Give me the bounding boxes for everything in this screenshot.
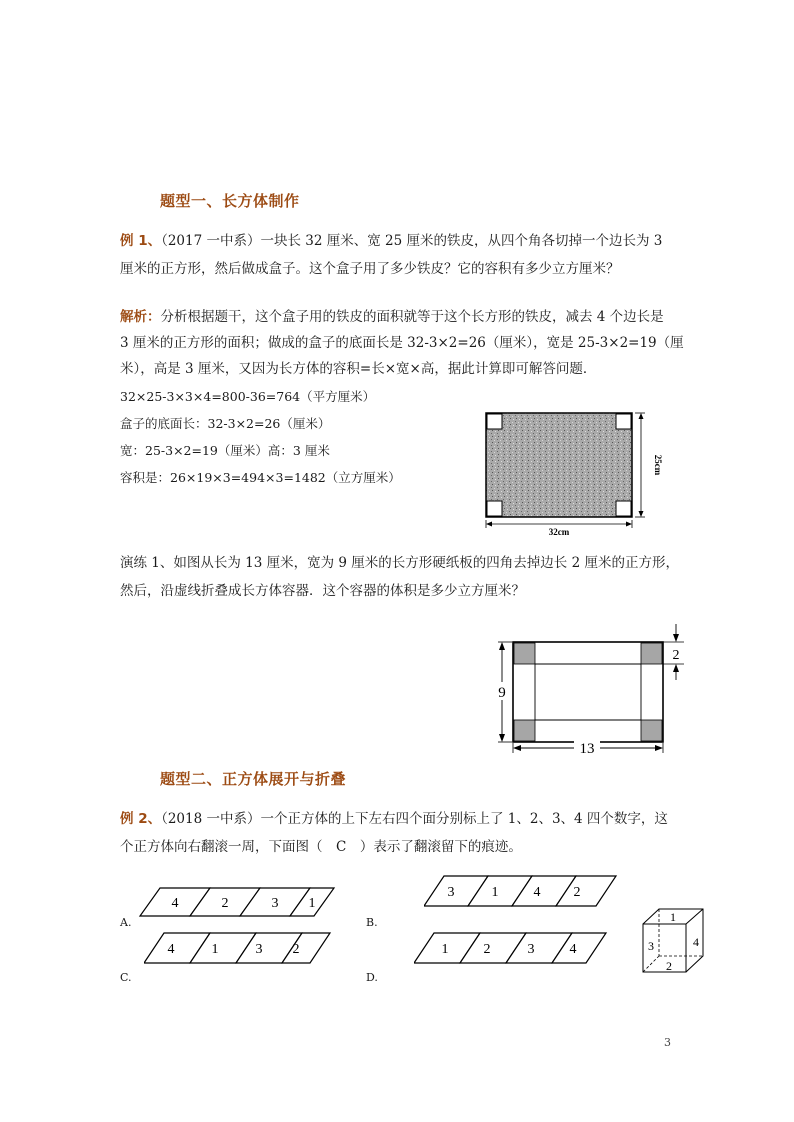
- practice-1-line-1: 演练 1、如图从长为 13 厘米，宽为 9 厘米的长方形硬纸板的四角去掉边长 2 厘米的正方形，: [120, 555, 679, 571]
- face-digit: 2: [221, 896, 229, 911]
- analysis-line-3: 米），高是 3 厘米，又因为长方体的容积=长×宽×高，据此计算即可解答问题．: [120, 361, 597, 377]
- face-digit: 3: [527, 942, 535, 957]
- option-d-letter: D.: [366, 971, 378, 984]
- face-digit: 1: [441, 942, 449, 957]
- example-1-label: 例 1、: [120, 233, 162, 249]
- cardboard-figure: [488, 620, 694, 760]
- iron-sheet: [486, 413, 632, 517]
- option-d-strip: [414, 930, 610, 966]
- section-1-title: 题型一、长方体制作: [160, 192, 300, 210]
- cube-bottom-digit: 2: [666, 959, 672, 973]
- section-2-title: 题型二、正方体展开与折叠: [160, 770, 347, 788]
- face-digit: 2: [292, 942, 300, 957]
- face-digit: 4: [171, 896, 179, 911]
- calc-line-2: 盒子的底面长：32-3×2=26（厘米）: [120, 416, 331, 431]
- option-c-letter: C.: [120, 971, 132, 984]
- option-c-strip: [144, 930, 334, 966]
- analysis-line-2: 3 厘米的正方形的面积；做成的盒子的底面长是 32-3×2=26（厘米），宽是 25-3×2=19（厘: [120, 335, 684, 351]
- analysis-label: 解析：: [120, 309, 161, 325]
- cube-right-digit: 4: [693, 935, 699, 949]
- cut-square: [514, 643, 535, 664]
- example-2-line-1: 例 2、（2018 一中系）一个正方体的上下左右四个面分别标上了 1、2、3、4 四个数字，这: [120, 811, 668, 827]
- height-label: 25cm: [653, 454, 663, 476]
- face-digit: 4: [569, 942, 577, 957]
- cube-left-digit: 3: [648, 939, 654, 953]
- example-1-line-1: 例 1、（2017 一中系）一块长 32 厘米、宽 25 厘米的铁皮，从四个角各切掉一个边长为 3: [120, 233, 663, 249]
- length-label: 13: [579, 741, 595, 757]
- calc-line-4: 容积是：26×19×3=494×3=1482（立方厘米）: [120, 470, 401, 485]
- cube-figure: [640, 906, 714, 976]
- face-digit: 1: [491, 885, 499, 900]
- corner-square: [487, 501, 502, 516]
- face-digit: 3: [255, 942, 263, 957]
- calc-line-1: 32×25-3×3×4=800-36=764（平方厘米）: [120, 389, 376, 404]
- face-digit: 3: [271, 896, 279, 911]
- corner-square: [487, 414, 502, 429]
- analysis-line-1: 解析：分析根据题干，这个盒子用的铁皮的面积就等于这个长方形的铁皮，减去 4 个边长是: [120, 309, 664, 325]
- face-digit: 1: [308, 896, 316, 911]
- example-2-label: 例 2、: [120, 811, 162, 827]
- face-digit: 4: [167, 942, 175, 957]
- iron-sheet-figure: [478, 408, 668, 538]
- practice-1-line-2: 然后，沿虚线折叠成长方体容器．这个容器的体积是多少立方厘米？: [120, 583, 525, 599]
- page-number: 3: [664, 1036, 671, 1049]
- face-digit: 2: [483, 942, 491, 957]
- face-digit: 4: [533, 885, 541, 900]
- option-b-strip: [424, 874, 620, 908]
- example-2-line-2: 个正方体向右翻滚一周，下面图（ C ）表示了翻滚留下的痕迹。: [120, 839, 522, 855]
- face-digit: 3: [447, 885, 455, 900]
- width-label: 32cm: [548, 527, 570, 537]
- width-label: 9: [498, 685, 506, 701]
- face-digit: 1: [211, 942, 219, 957]
- cut-square: [641, 643, 662, 664]
- option-a-letter: A.: [120, 916, 132, 929]
- cut-square: [514, 720, 535, 741]
- example-1-line-2: 厘米的正方形，然后做成盒子。这个盒子用了多少铁皮？它的容积有多少立方厘米？: [120, 261, 620, 277]
- cube-top-digit: 1: [670, 910, 676, 924]
- option-a-strip: [138, 886, 338, 920]
- corner-square: [616, 414, 631, 429]
- calc-line-3: 宽：25-3×2=19（厘米）高：3 厘米: [120, 443, 330, 458]
- corner-square: [616, 501, 631, 516]
- cut-label: 2: [672, 648, 680, 663]
- option-b-letter: B.: [366, 916, 378, 929]
- cut-square: [641, 720, 662, 741]
- face-digit: 2: [573, 885, 581, 900]
- cardboard: [513, 642, 663, 742]
